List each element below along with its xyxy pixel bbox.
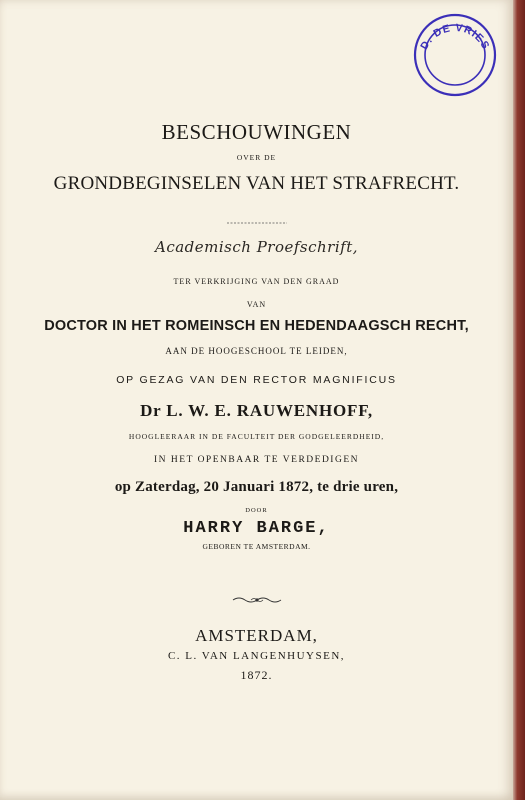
stamp-text: D. DE VRIES: [418, 21, 492, 52]
by-line: DOOR: [245, 507, 268, 514]
svg-text:D. DE VRIES: [418, 22, 492, 52]
ornament-divider: [0, 592, 513, 610]
van-line: VAN: [246, 300, 267, 309]
verkrijging-line: TER VERKRIJGING VAN DEN GRAAD: [173, 277, 340, 286]
author-birthplace: GEBOREN TE AMSTERDAM.: [202, 542, 311, 551]
imprint-year: 1872.: [240, 668, 273, 682]
rector-title-line: HOOGLEERAAR IN DE FACULTEIT DER GODGELEERDHEID,: [128, 432, 385, 441]
title-line-1: BESCHOUWINGEN: [161, 120, 352, 144]
decorative-rule: [0, 213, 513, 231]
imprint-city: AMSTERDAM,: [195, 626, 318, 645]
title-connector: OVER DE: [236, 153, 277, 162]
book-cover-edge: [513, 0, 525, 800]
university-line: AAN DE HOOGESCHOOL TE LEIDEN,: [165, 346, 348, 356]
imprint-publisher: C. L. VAN LANGENHUYSEN,: [167, 650, 346, 662]
defense-line: IN HET OPENBAAR TE VERDEDIGEN: [154, 455, 359, 465]
library-stamp: [412, 12, 498, 98]
author-name: HARRY BARGE,: [183, 519, 330, 538]
title-line-2: GRONDBEGINSELEN VAN HET STRAFRECHT.: [53, 173, 460, 194]
rector-name: Dr L. W. E. RAUWENHOFF,: [140, 401, 373, 420]
rector-authority-line: OP GEZAG VAN DEN RECTOR MAGNIFICUS: [116, 374, 397, 386]
degree-title: DOCTOR IN HET ROMEINSCH EN HEDENDAAGSCH RECHT,: [44, 318, 469, 334]
defense-date: op Zaterdag, 20 Januari 1872, te drie uren,: [114, 479, 399, 495]
subtitle-academisch-proefschrift: Academisch Proefschrift,: [154, 238, 358, 256]
